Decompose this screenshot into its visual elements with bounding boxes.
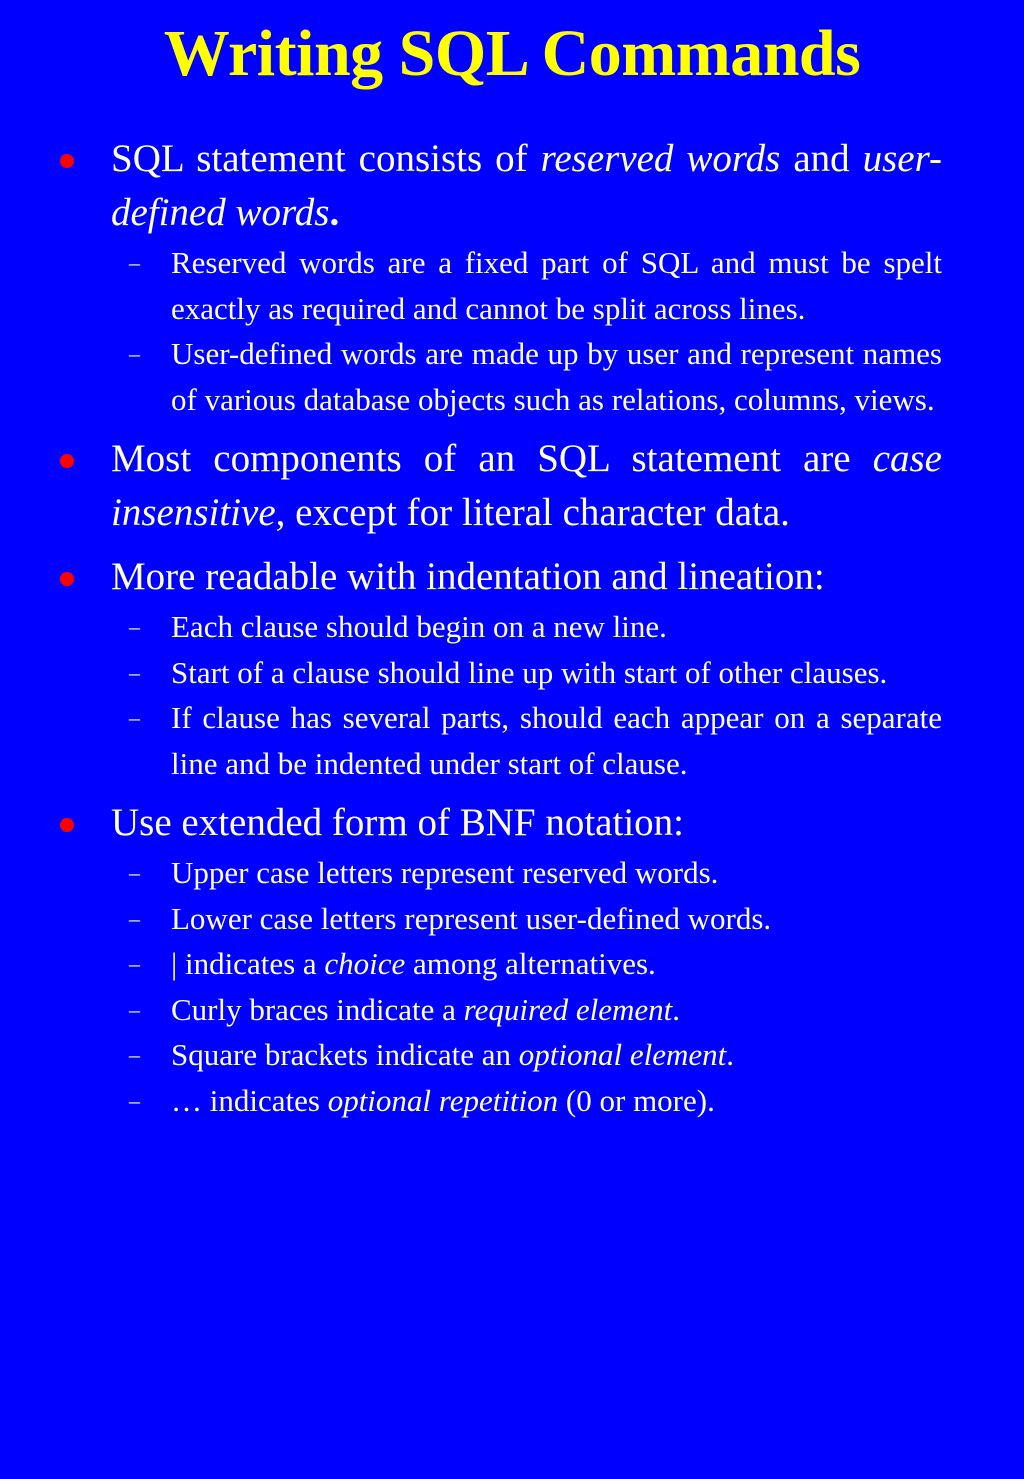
text-run: . bbox=[672, 991, 681, 1027]
text-run: among alternatives. bbox=[405, 946, 656, 981]
text-run: … indicates bbox=[171, 1082, 328, 1118]
sub-bullet-item bbox=[0, 695, 1024, 786]
sub-bullet-item bbox=[0, 240, 1024, 331]
emphasis-text: required element bbox=[463, 991, 673, 1027]
text-run: | indicates a bbox=[171, 946, 325, 981]
dash-bullet-icon: – bbox=[129, 951, 140, 976]
text-run: , except for literal character data. bbox=[275, 491, 790, 534]
sub-bullet-text: Lower case letters represent user-defined words. bbox=[171, 900, 772, 936]
bullet-item bbox=[0, 132, 1024, 240]
emphasis-text: optional repetition bbox=[327, 1082, 559, 1118]
text-run: Curly braces indicate a bbox=[171, 991, 464, 1027]
red-dot-bullet-icon bbox=[60, 818, 74, 832]
sub-bullet-text: If clause has several parts, should each appear on a separate line and be indented under start of clause. bbox=[171, 700, 942, 781]
sub-bullet-text: Start of a clause should line up with start of other clauses. bbox=[171, 654, 888, 690]
text-run: (0 or more). bbox=[558, 1082, 715, 1118]
dash-bullet-icon: – bbox=[129, 1087, 140, 1113]
dash-bullet-icon: – bbox=[129, 1042, 140, 1067]
dash-bullet-icon: – bbox=[129, 705, 140, 730]
dash-bullet-icon: – bbox=[129, 614, 140, 639]
red-dot-bullet-icon bbox=[60, 454, 74, 468]
bullet-text bbox=[111, 132, 942, 240]
sub-bullet-item bbox=[0, 1078, 1024, 1124]
text-run: Use extended form of BNF notation: bbox=[111, 801, 684, 844]
bullet-text bbox=[111, 550, 942, 604]
sub-bullet-item bbox=[0, 650, 1024, 696]
sub-bullet-item bbox=[0, 604, 1024, 650]
text-run: . bbox=[726, 1037, 734, 1072]
sub-bullet-text: Upper case letters represent reserved words. bbox=[171, 855, 719, 890]
emphasis-text: reserved words bbox=[540, 137, 781, 180]
slide-title: Writing SQL Commands bbox=[163, 17, 861, 90]
text-run: and bbox=[780, 137, 863, 180]
dash-bullet-icon: – bbox=[129, 341, 140, 366]
dash-bullet-icon: – bbox=[129, 860, 140, 885]
sub-bullet-text bbox=[171, 987, 942, 1033]
sub-bullet-item bbox=[0, 896, 1024, 942]
dash-bullet-icon: – bbox=[129, 996, 140, 1022]
emphasis-text: user-defined words bbox=[111, 137, 942, 234]
sub-bullet-text: Each clause should begin on a new line. bbox=[171, 609, 667, 644]
bullet-text bbox=[111, 796, 942, 850]
emphasis-text: case insensitive bbox=[111, 437, 942, 534]
dash-bullet-icon: – bbox=[129, 250, 140, 275]
bullet-item bbox=[0, 432, 1024, 540]
sub-bullet-item bbox=[0, 331, 1024, 422]
sub-bullet-text bbox=[171, 941, 942, 987]
emphasis-text: optional element bbox=[518, 1037, 727, 1072]
sub-bullet-text: User-defined words are made up by user and represent names of various database objects such as relations, columns, views. bbox=[171, 336, 942, 417]
dash-bullet-icon: – bbox=[129, 659, 140, 685]
text-run: . bbox=[329, 191, 340, 234]
text-run: More readable with indentation and lineation: bbox=[111, 555, 825, 598]
sub-bullet-item bbox=[0, 941, 1024, 987]
sub-bullet-text bbox=[171, 1032, 942, 1078]
sub-bullet-item bbox=[0, 987, 1024, 1033]
sub-bullet-text: Reserved words are a fixed part of SQL and must be spelt exactly as required and cannot be split across lines. bbox=[171, 245, 942, 326]
sub-bullet-item bbox=[0, 850, 1024, 896]
text-run: Most components of an SQL statement are bbox=[111, 437, 873, 480]
sub-bullet-text bbox=[171, 1078, 942, 1124]
text-run: Square brackets indicate an bbox=[171, 1037, 519, 1072]
text-run: SQL statement consists of bbox=[111, 137, 541, 180]
dash-bullet-icon: – bbox=[129, 905, 140, 931]
bullet-item bbox=[0, 550, 1024, 604]
red-dot-bullet-icon bbox=[60, 154, 74, 168]
sub-bullet-item bbox=[0, 1032, 1024, 1078]
slide-body bbox=[0, 132, 1024, 1123]
red-dot-bullet-icon bbox=[60, 572, 74, 586]
emphasis-text: choice bbox=[324, 946, 406, 981]
bullet-item bbox=[0, 796, 1024, 850]
bullet-text bbox=[111, 432, 942, 540]
